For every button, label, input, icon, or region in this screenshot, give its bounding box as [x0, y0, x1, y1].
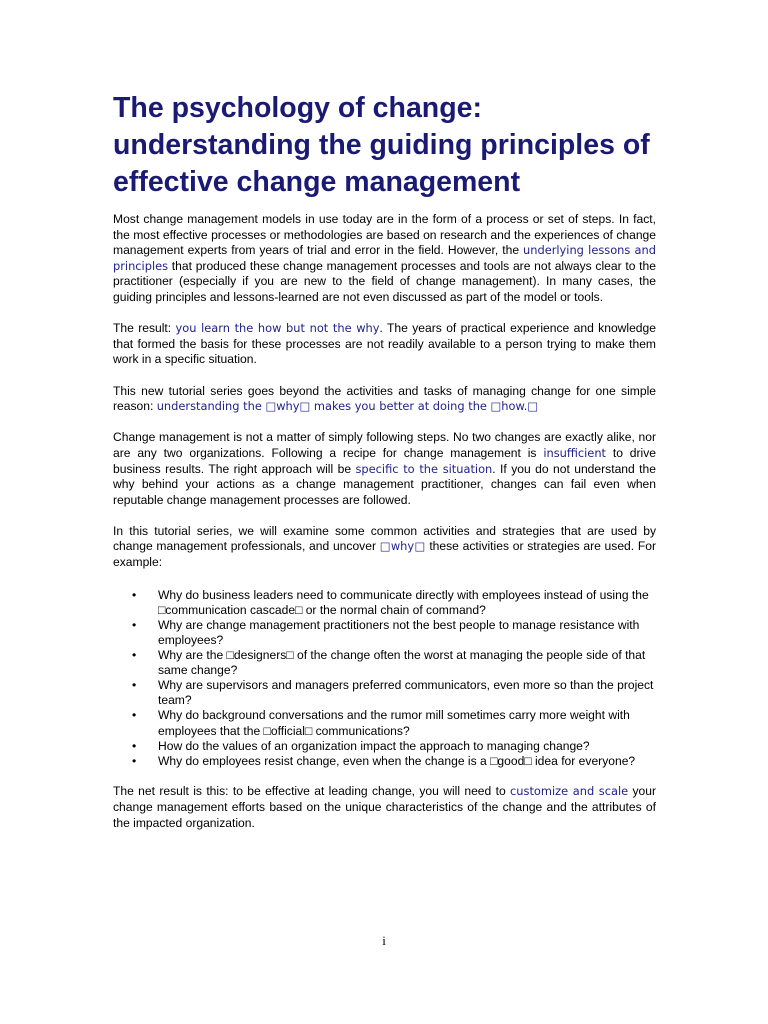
paragraph-series [113, 384, 656, 415]
paragraph-text: to drive business results. The right approach will be [113, 445, 656, 476]
paragraph-text: This new tutorial series goes beyond the activities and tasks of managing change for one simple reason: [113, 383, 656, 414]
highlighted-phrase: □why□ [379, 539, 426, 554]
list-item-text: Why do employees resist change, even when the change is a □good□ idea for everyone? [158, 753, 636, 768]
paragraph-text: The net result is this: to be effective at leading change, you will need to [113, 784, 511, 799]
highlighted-phrase: underlying lessons and principles [113, 243, 656, 273]
list-item-text: Why do background conversations and the rumor mill sometimes carry more weight with employees that the □official□ communications? [158, 708, 630, 738]
bullet-icon: • [132, 617, 137, 632]
bullet-icon: • [132, 753, 137, 768]
document-body [113, 212, 656, 847]
list-item [113, 754, 656, 769]
highlighted-phrase: you learn the how but not the why [175, 321, 380, 336]
paragraph-text: that produced these change management processes and tools are not always clear to the practitioner (especially if you are new to the field of change management). In many cases, the guiding principles and lessons-learned are not even discussed as part of the model or tools. [113, 258, 656, 304]
question-list [113, 588, 656, 769]
list-item-text: Why are supervisors and managers preferred communicators, even more so than the project team? [158, 678, 654, 708]
list-item [113, 678, 656, 708]
paragraph-steps [113, 430, 656, 508]
bullet-icon: • [132, 738, 137, 753]
highlighted-phrase: specific to the situation [355, 461, 493, 476]
list-item-text: Why are the □designers□ of the change often the worst at managing the people side of that same change? [158, 648, 646, 678]
paragraph-intro [113, 212, 656, 306]
paragraph-text: . If you do not understand the why behind your actions as a change management practitioner, changes can fail even when reputable change management processes are followed. [113, 461, 656, 507]
list-item [113, 618, 656, 648]
list-item [113, 648, 656, 678]
bullet-icon: • [132, 648, 137, 663]
paragraph-examples [113, 524, 656, 571]
document-title: The psychology of change: understanding the guiding principles of effective change management [113, 92, 650, 198]
paragraph-text: your change management efforts based on the unique characteristics of the change and the attributes of the impacted organization. [113, 784, 657, 830]
paragraph-text: Most change management models in use today are in the form of a process or set of steps. In fact, the most effective processes or methodologies are based on research and the experiences of change management experts from years of trial and error in the field. However, the [113, 212, 656, 258]
highlighted-phrase: understanding the □why□ makes you better at doing the □how.□ [156, 399, 539, 414]
paragraph-conclusion [113, 784, 656, 831]
paragraph-text: . The years of practical experience and knowledge that formed the basis for these processes are not readily available to a person trying to make them work in a specific situation. [113, 321, 656, 367]
page-number: i [382, 933, 386, 948]
paragraph-text: Change management is not a matter of simply following steps. No two changes are exactly alike, nor are any two organizations. Following a recipe for change management is [113, 430, 656, 460]
paragraph-text: these activities or strategies are used. For example: [113, 539, 656, 570]
list-item-text: Why are change management practitioners not the best people to manage resistance with employees? [158, 617, 640, 647]
paragraph-text: The result: [113, 321, 176, 336]
paragraph-result [113, 321, 656, 368]
list-item-text: Why do business leaders need to communicate directly with employees instead of using the □communication cascade□ or the normal chain of command? [158, 587, 649, 617]
list-item-text: How do the values of an organization impact the approach to managing change? [158, 738, 590, 753]
paragraph-text: In this tutorial series, we will examine some common activities and strategies that are used by change management professionals, and uncover [113, 523, 656, 554]
list-item [113, 739, 656, 754]
bullet-icon: • [132, 678, 137, 693]
highlighted-phrase: customize and scale [510, 784, 629, 799]
list-item [113, 708, 656, 738]
list-item [113, 588, 656, 618]
bullet-icon: • [132, 708, 137, 723]
bullet-icon: • [132, 587, 137, 602]
highlighted-phrase: insufficient [543, 445, 606, 460]
